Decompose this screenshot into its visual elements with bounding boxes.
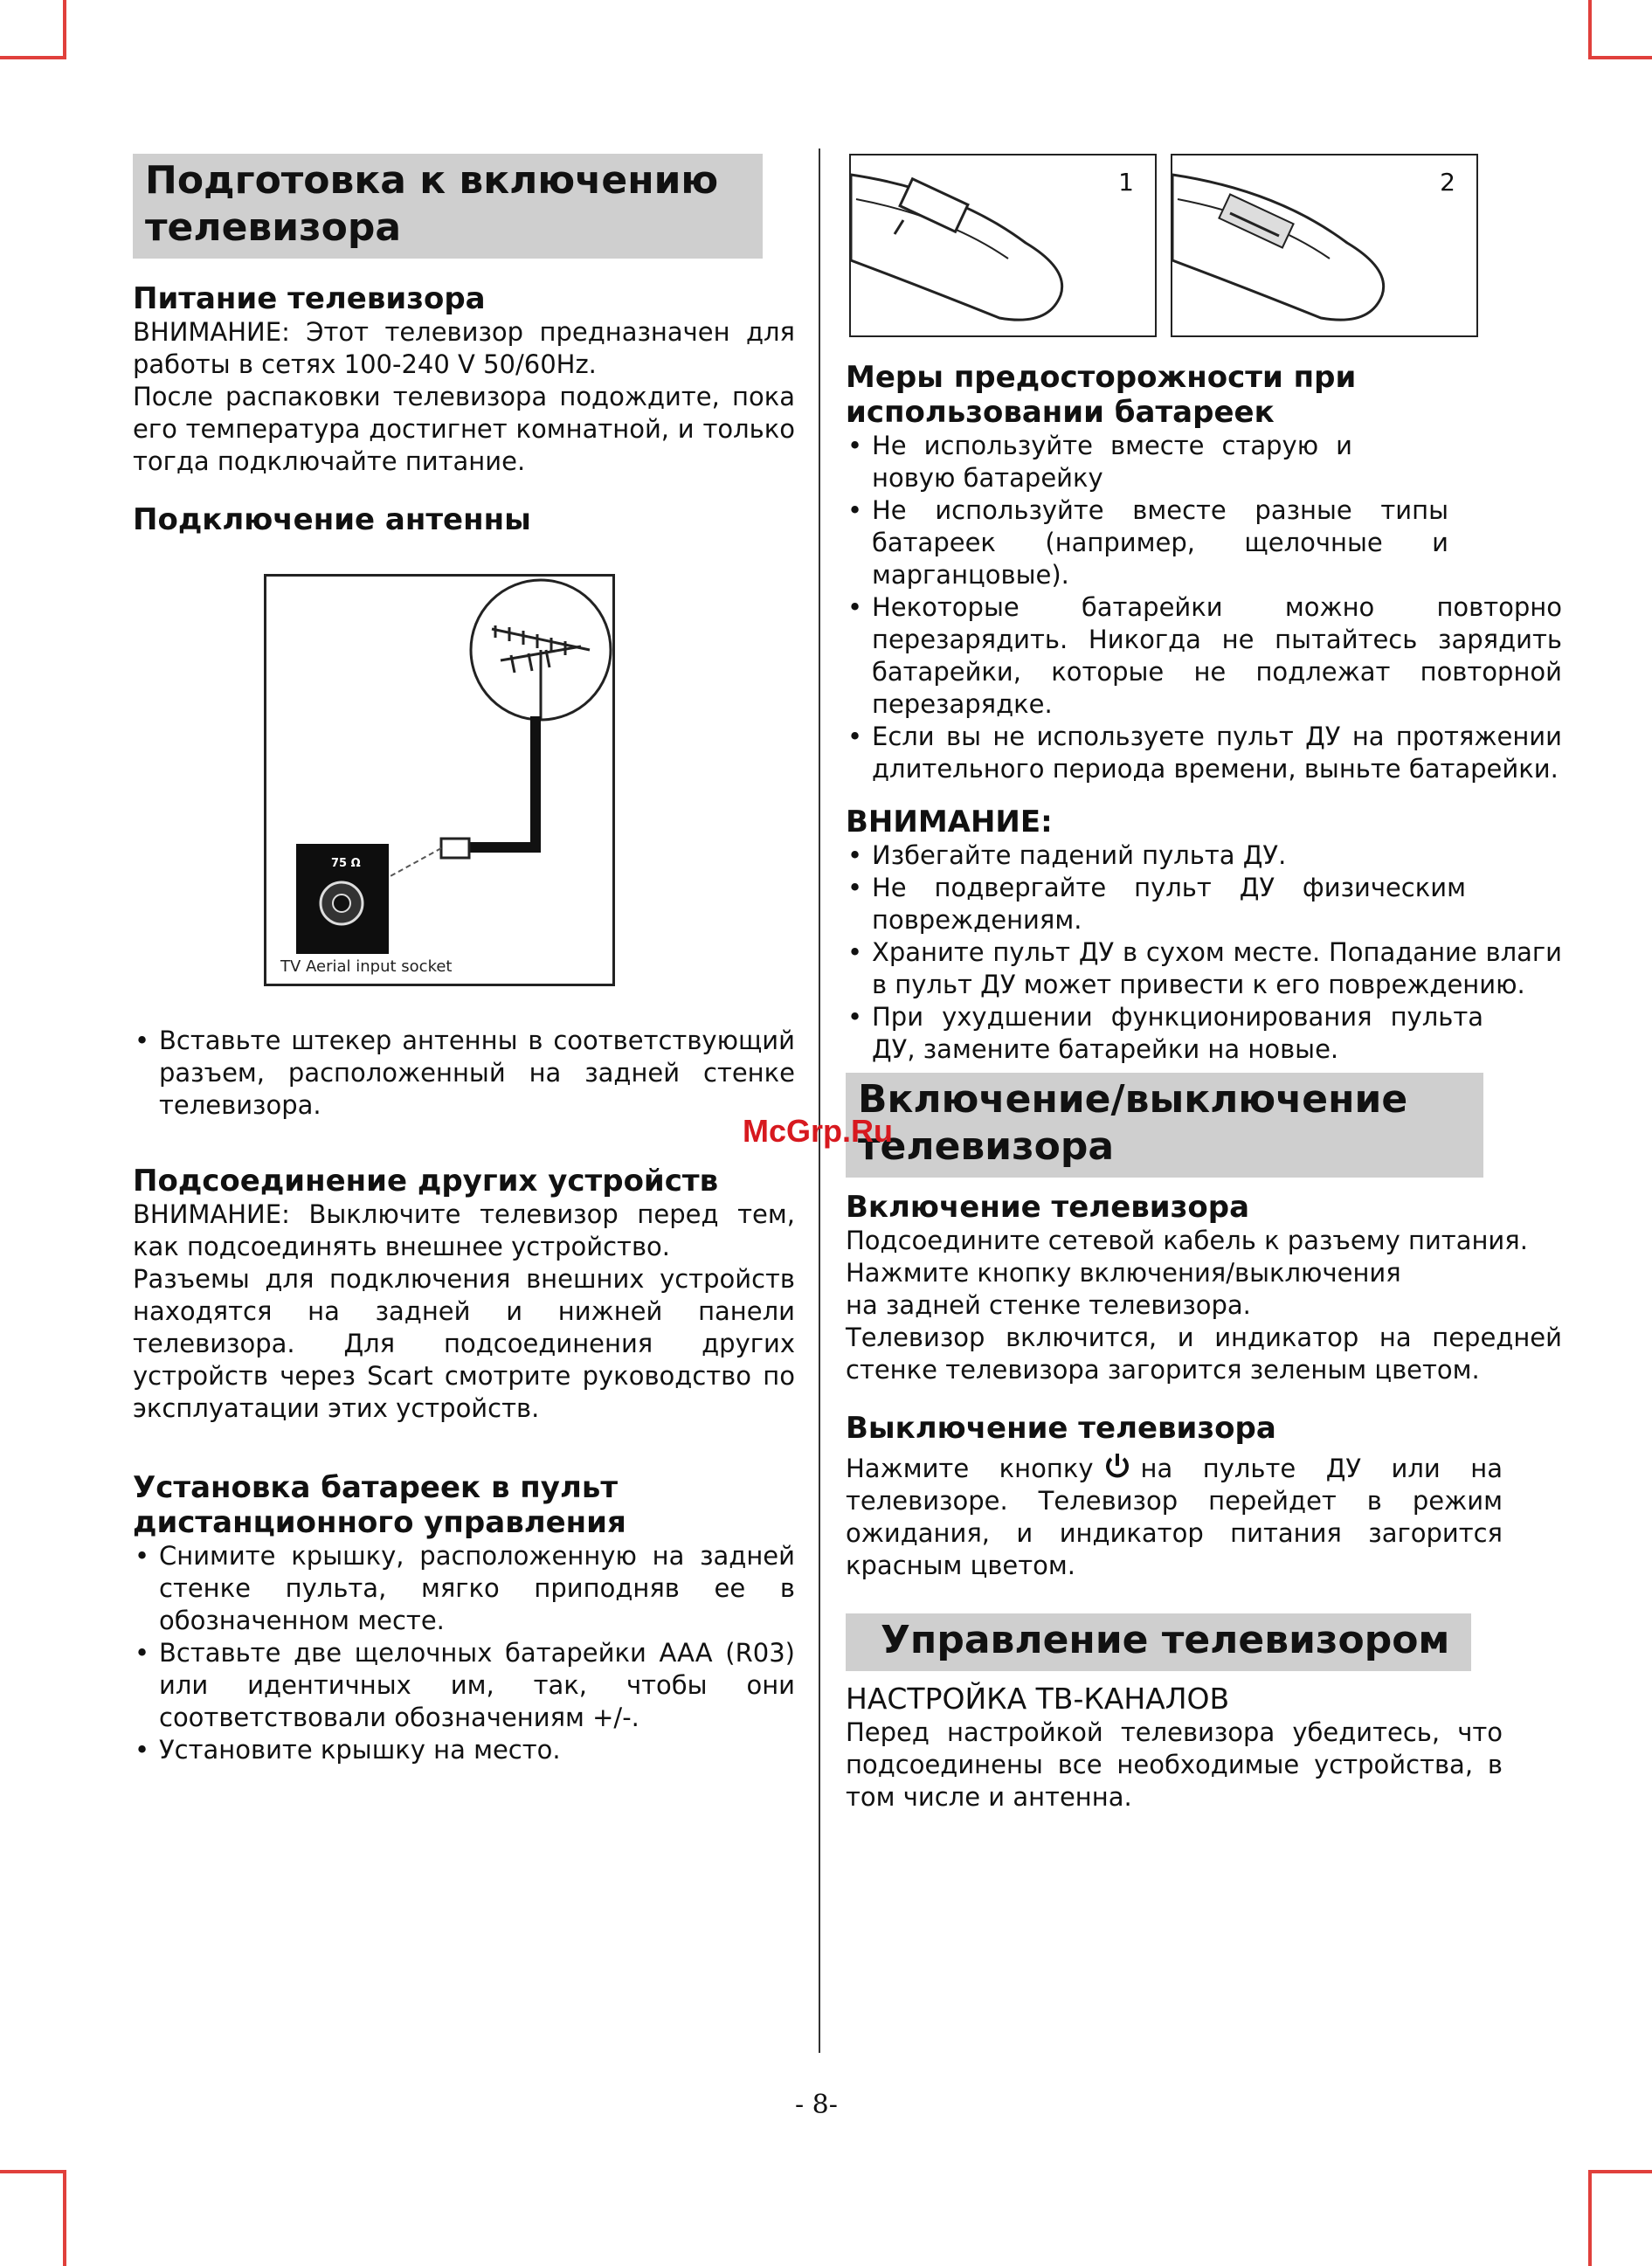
warning-item: • Избегайте падений пульта ДУ. [846,839,1562,872]
crop-mark [1588,2170,1652,2173]
left-column [133,154,795,1766]
batteries-step-3: • Установите крышку на место. [133,1734,795,1766]
crop-mark [1588,2170,1592,2266]
tuning-heading: НАСТРОЙКА ТВ-КАНАЛОВ [846,1682,1230,1716]
on-text-2: Нажмите кнопку включения/выключения [846,1258,1401,1288]
crop-mark [63,2170,66,2266]
tuning-text: Перед настройкой телевизора убедитесь, что подсоединены все необходимые устройства, в том числе и антенна. [846,1717,1503,1812]
antenna-diagram [264,574,615,986]
antenna-illustration [266,577,612,984]
warning-item: • При ухудшении функционирования пульта ДУ, замените батарейки на новые. [846,1001,1483,1066]
crop-mark [1588,0,1592,59]
batteries-heading: Установка батареек в пульт дистанционного управления [133,1470,626,1540]
devices-text: Разъемы для подключения внешних устройств находятся на задней и нижней панели телевизора. Для подсоединения других устройств через Scart смотрите руководство по эксплуатации этих устройств. [133,1264,795,1423]
batteries-step-1: • Снимите крышку, расположенную на задней стенке пульта, мягко приподняв ее в обозначенном месте. [133,1540,795,1637]
crop-mark [0,2170,63,2173]
warning-item: • Храните пульт ДУ в сухом месте. Попадание влаги в пульт ДУ может привести к его повреждению. [846,936,1562,1001]
devices-heading: Подсоединение других устройств [133,1164,719,1199]
socket-label: 75 Ω [331,857,361,870]
power-text: После распаковки телевизора подождите, пока его температура достигнет комнатной, и только тогда подключайте питание. [133,382,795,476]
precaution-item: • Если вы не используете пульт ДУ на протяжении длительного периода времени, выньте батарейки. [846,721,1562,785]
section-header-preparation: Подготовка к включению телевизора [133,154,763,259]
on-text-1: Подсоедините сетевой кабель к разъему питания. [846,1226,1528,1255]
precaution-item: • Некоторые батарейки можно повторно перезарядить. Никогда не пытайтесь зарядить батарейки, которые не подлежат повторной перезарядке. [846,591,1562,721]
warning-heading: ВНИМАНИЕ: [846,805,1053,839]
batteries-step-2: • Вставьте две щелочных батарейки AAA (R03) или идентичных им, так, чтобы они соответствовали обозначениям +/-. [133,1637,795,1734]
watermark: McGrp.Ru [743,1113,894,1149]
figure-label-1: 1 [1118,168,1134,197]
section-header-onoff: Включение/выключение телевизора [846,1073,1483,1178]
remote-figure-1 [849,154,1157,337]
figure-label-2: 2 [1440,168,1455,197]
column-divider [819,149,820,2053]
warning-item: • Не подвергайте пульт ДУ физическим повреждениям. [846,872,1466,936]
on-text-4: Телевизор включится, и индикатор на передней стенке телевизора загорится зеленым цветом. [846,1323,1562,1385]
precaution-item: • Не используйте вместе разные типы батареек (например, щелочные и марганцовые). [846,494,1448,591]
page-number: - 8- [795,2090,838,2120]
off-text-before: Нажмите кнопку [846,1454,1094,1483]
power-warning: ВНИМАНИЕ: Этот телевизор предназначен для работы в сетях 100-240 V 50/60Hz. [133,317,795,379]
off-text [846,1451,1503,1582]
devices-warning: ВНИМАНИЕ: Выключите телевизор перед тем, как подсоединять внешнее устройство. [133,1199,795,1261]
right-column [846,154,1562,1813]
power-icon [1102,1451,1132,1481]
remote-figure-2 [1171,154,1478,337]
off-text-after: на пульте ДУ или на телевизоре. Телевизор перейдет в режим ожидания, и индикатор питания загорится красным цветом. [846,1454,1503,1580]
crop-mark [63,0,66,59]
remote-control-icon [1172,155,1476,335]
antenna-heading: Подключение антенны [133,502,531,537]
remote-figures [846,154,1562,341]
crop-mark [0,56,63,59]
section-header-control: Управление телевизором [846,1613,1471,1671]
antenna-caption: TV Aerial input socket [280,957,453,976]
precautions-heading: Меры предосторожности при использовании батареек [846,360,1357,430]
on-text-3: на задней стенке телевизора. [846,1290,1251,1320]
precaution-item: • Не используйте вместе старую и новую батарейку [846,430,1352,494]
off-heading: Выключение телевизора [846,1411,1276,1446]
antenna-bullet: • Вставьте штекер антенны в соответствующий разъем, расположенный на задней стенке телевизора. [133,1025,795,1122]
remote-control-icon [851,155,1155,335]
crop-mark [1588,56,1652,59]
power-heading: Питание телевизора [133,281,486,316]
on-heading: Включение телевизора [846,1190,1250,1225]
